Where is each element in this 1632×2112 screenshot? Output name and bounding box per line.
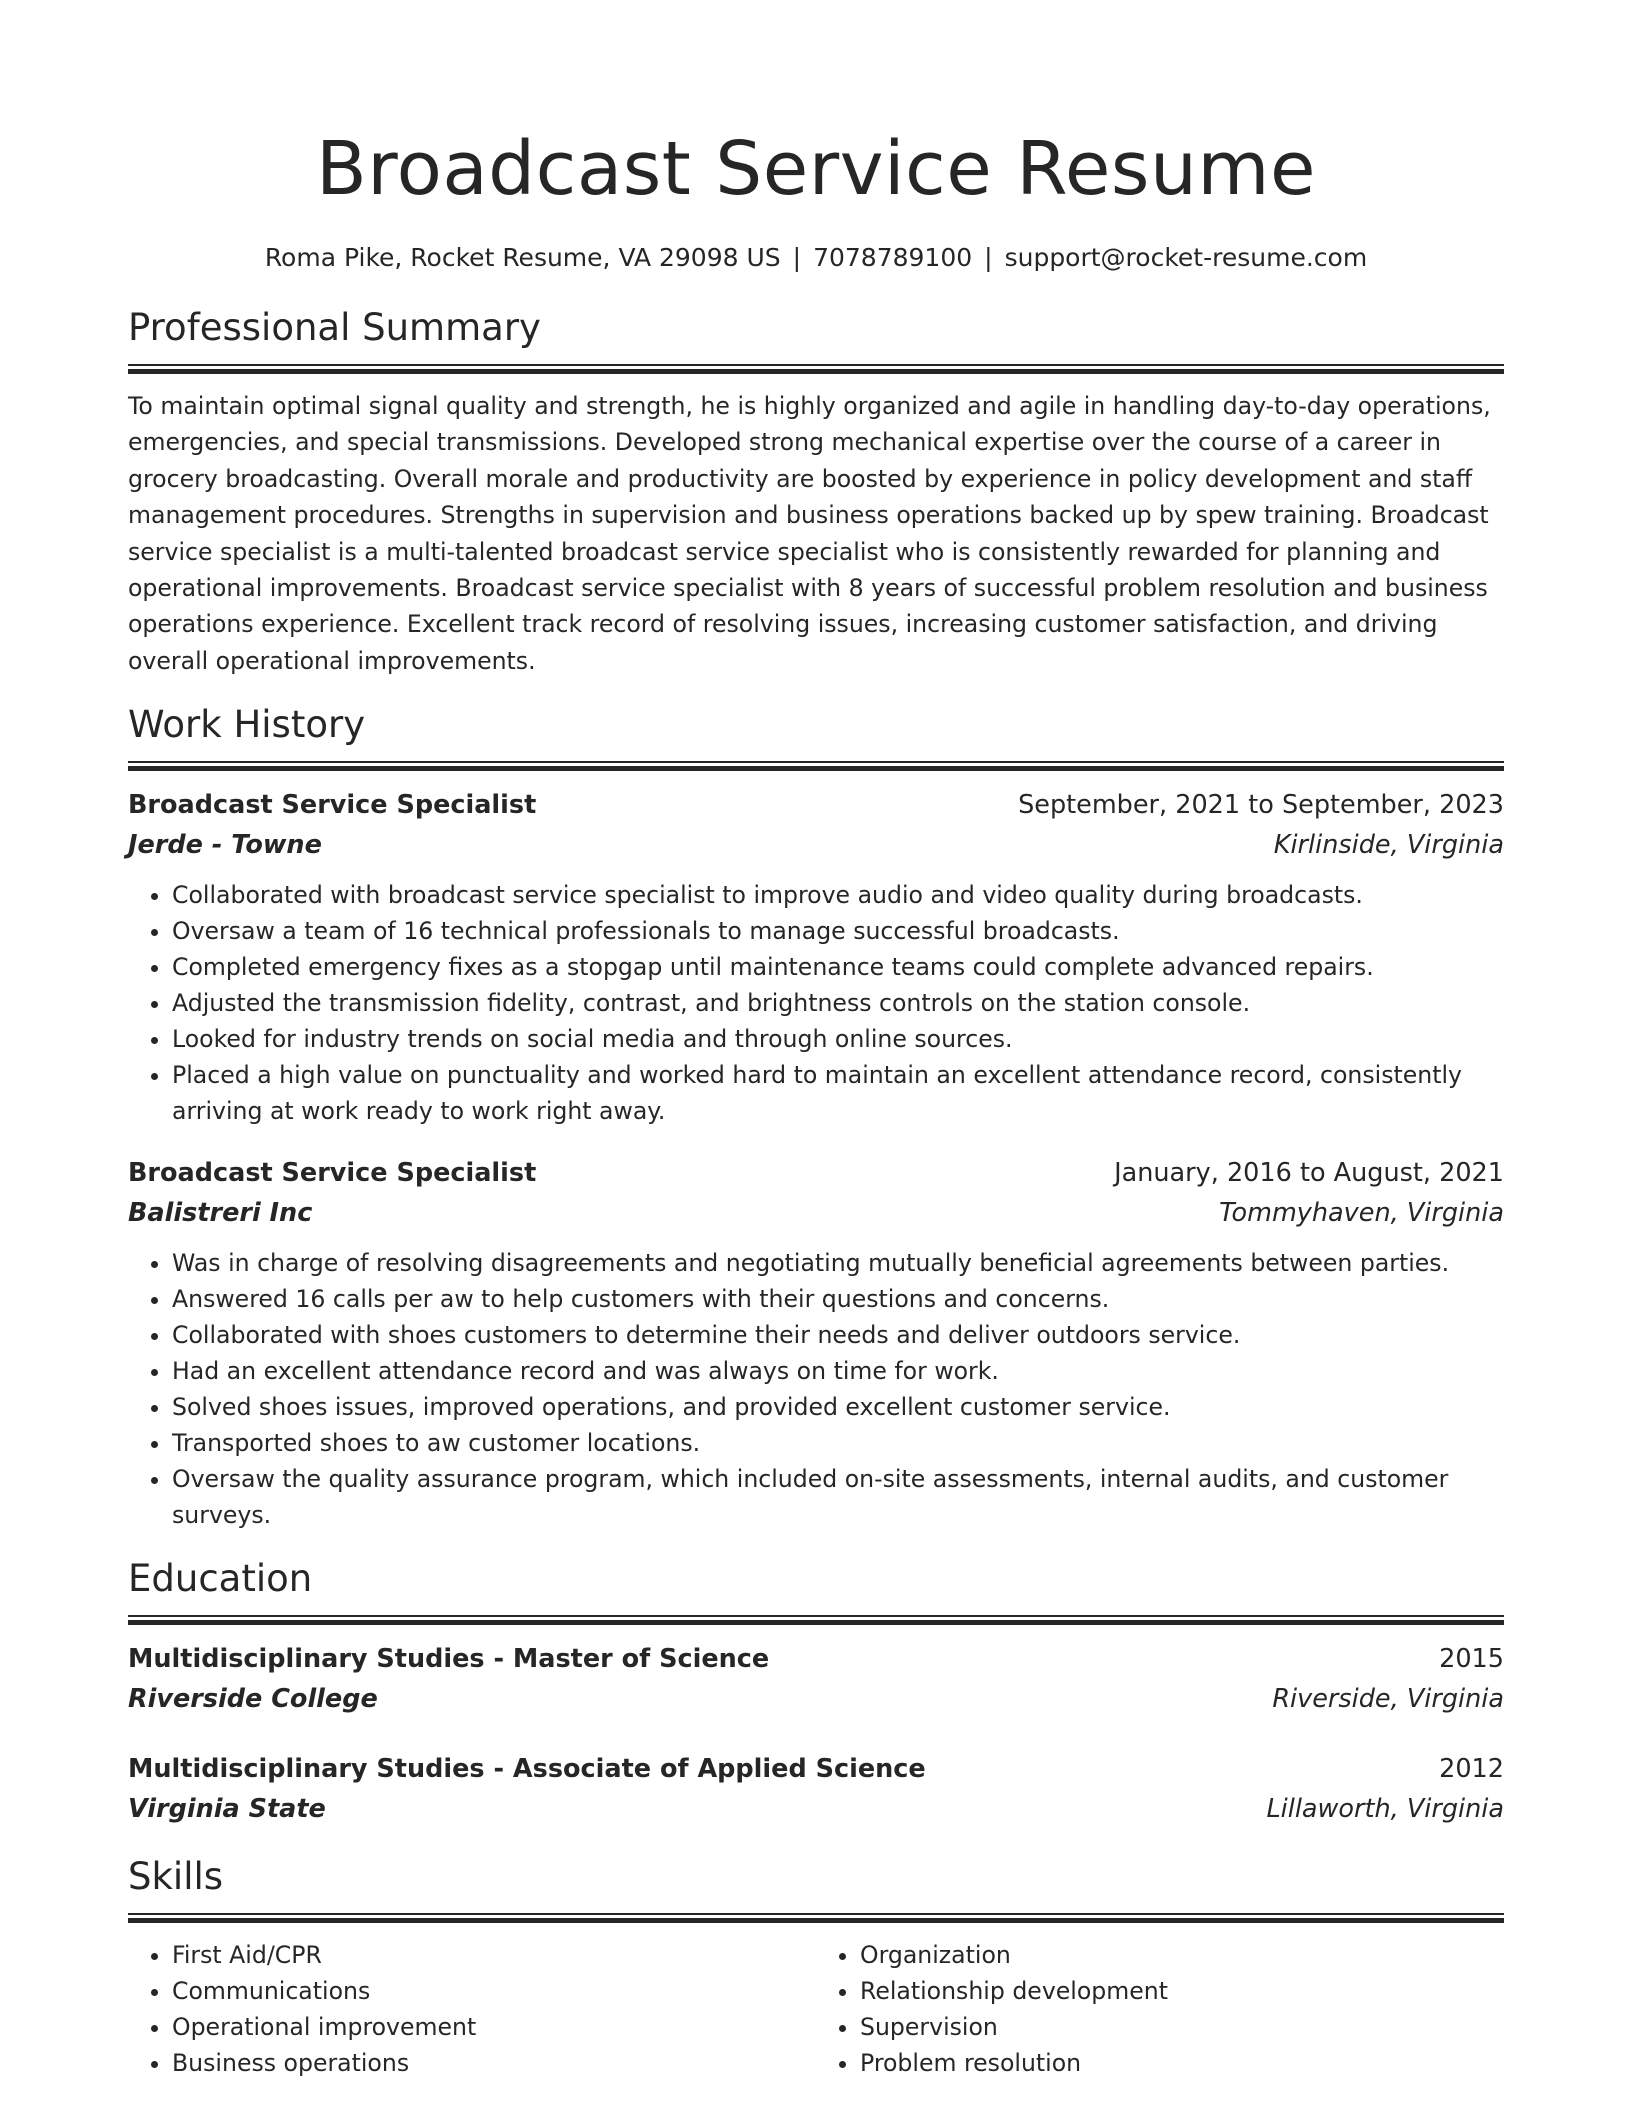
contact-separator: | (792, 243, 802, 272)
job-bullets (128, 1245, 1504, 1533)
education-section (128, 1553, 1504, 1829)
job-bullet: • Solved shoes issues, improved operations, and provided excellent customer service. (172, 1389, 1504, 1425)
contact-line (128, 240, 1504, 276)
resume-title: Broadcast Service Resume (316, 126, 1316, 212)
section-divider (128, 1615, 1504, 1625)
job-dates: September, 2021 to September, 2023 (1018, 790, 1504, 821)
job-bullet: • Completed emergency fixes as a stopgap until maintenance teams could complete advanced repairs. (172, 949, 1504, 985)
job-bullet: • Placed a high value on punctuality and worked hard to maintain an excellent attendance record, consistently arriving at work ready to work right away. (172, 1057, 1504, 1129)
job-bullet: • Looked for industry trends on social media and through online sources. (172, 1021, 1504, 1057)
job-bullet: • Was in charge of resolving disagreements and negotiating mutually beneficial agreements between parties. (172, 1245, 1504, 1281)
summary-section (128, 302, 1504, 679)
resume-page (128, 0, 1504, 2081)
section-heading-skills: Skills (128, 1855, 224, 1899)
job-bullet: • Answered 16 calls per aw to help customers with their questions and concerns. (172, 1281, 1504, 1317)
job-title: Broadcast Service Specialist (128, 1158, 537, 1189)
section-heading-education: Education (128, 1557, 313, 1601)
job-bullet: • Oversaw the quality assurance program, which included on-site assessments, internal audits, and customer surveys. (172, 1461, 1504, 1533)
contact-email: support@rocket-resume.com (1004, 243, 1368, 272)
education-year: 2015 (1439, 1644, 1504, 1675)
education-entry (128, 1749, 1504, 1829)
skill-item: • Relationship development (860, 1973, 1504, 2009)
education-header-row (128, 1749, 1504, 1789)
skills-list-left (128, 1937, 816, 2081)
job-company: Jerde - Towne (128, 830, 322, 861)
job-company-row (128, 1193, 1504, 1233)
skills-section (128, 1851, 1504, 2081)
job-location: Tommyhaven, Virginia (1219, 1198, 1504, 1229)
education-entry (128, 1639, 1504, 1719)
education-degree: Multidisciplinary Studies - Associate of Applied Science (128, 1754, 926, 1785)
section-heading-work: Work History (128, 703, 366, 747)
section-divider (128, 364, 1504, 374)
education-location: Riverside, Virginia (1272, 1684, 1504, 1715)
skill-item: • Communications (172, 1973, 816, 2009)
job-header-row (128, 785, 1504, 825)
job-location: Kirlinside, Virginia (1273, 830, 1504, 861)
job-bullet: • Oversaw a team of 16 technical professionals to manage successful broadcasts. (172, 913, 1504, 949)
contact-separator: | (984, 243, 993, 272)
skill-item: • Operational improvement (172, 2009, 816, 2045)
education-school: Riverside College (128, 1684, 378, 1715)
education-school-row (128, 1679, 1504, 1719)
job-title: Broadcast Service Specialist (128, 790, 537, 821)
job-bullet: • Transported shoes to aw customer locations. (172, 1425, 1504, 1461)
education-degree: Multidisciplinary Studies - Master of Science (128, 1644, 770, 1675)
education-location: Lillaworth, Virginia (1266, 1794, 1504, 1825)
job-company-row (128, 825, 1504, 865)
job-bullet: • Had an excellent attendance record and was always on time for work. (172, 1353, 1504, 1389)
skills-columns (128, 1937, 1504, 2081)
section-heading-summary: Professional Summary (128, 306, 541, 349)
skills-list-right (816, 1937, 1504, 2081)
skill-item: • Organization (860, 1937, 1504, 1973)
job-bullets (128, 877, 1504, 1129)
job-company: Balistreri Inc (128, 1198, 313, 1229)
education-school: Virginia State (128, 1794, 326, 1825)
education-year: 2012 (1439, 1754, 1504, 1785)
skill-item: • Supervision (860, 2009, 1504, 2045)
summary-text: To maintain optimal signal quality and strength, he is highly organized and agile in handling day-to-day operations, emergencies, and special transmissions. Developed strong mechanical expertise over the course of a career in grocery broadcasting. Overall morale and productivity are boosted by experience in policy development and staff management procedures. Strengths in supervision and business operations backed up by spew training. Broadcast service specialist is a multi-talented broadcast service specialist who is consistently rewarded for planning and operational improvements. Broadcast service specialist with 8 years of successful problem resolution and business operations experience. Excellent track record of resolving issues, increasing customer satisfaction, and driving overall operational improvements. (128, 392, 1491, 675)
education-school-row (128, 1789, 1504, 1829)
work-section (128, 699, 1504, 1533)
job-dates: January, 2016 to August, 2021 (1114, 1158, 1504, 1189)
contact-address: Roma Pike, Rocket Resume, VA 29098 US (264, 243, 781, 272)
job-entry (128, 785, 1504, 1129)
job-bullet: • Collaborated with shoes customers to determine their needs and deliver outdoors service. (172, 1317, 1504, 1353)
job-header-row (128, 1153, 1504, 1193)
job-bullet: • Adjusted the transmission fidelity, contrast, and brightness controls on the station console. (172, 985, 1504, 1021)
skill-item: • First Aid/CPR (172, 1937, 816, 1973)
section-divider (128, 761, 1504, 771)
section-divider (128, 1913, 1504, 1923)
job-bullet: • Collaborated with broadcast service specialist to improve audio and video quality during broadcasts. (172, 877, 1504, 913)
contact-phone: 7078789100 (813, 243, 973, 272)
skill-item: • Problem resolution (860, 2045, 1504, 2081)
skill-item: • Business operations (172, 2045, 816, 2081)
job-entry (128, 1153, 1504, 1533)
education-header-row (128, 1639, 1504, 1679)
